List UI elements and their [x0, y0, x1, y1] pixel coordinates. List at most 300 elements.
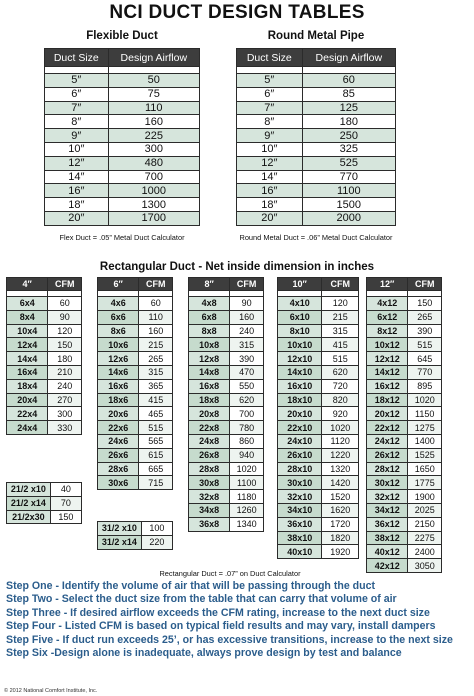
cfm-value: 820 [322, 393, 359, 407]
duct-size: 8x10 [278, 324, 322, 338]
duct-size: 12x8 [189, 352, 230, 366]
cfm-value: 770 [408, 365, 442, 379]
duct-size: 5″ [237, 74, 303, 88]
table-row [237, 74, 396, 88]
duct-size: 21/2 x10 [7, 483, 51, 497]
step-two: Step Two - Select the duct size from the table that can carry that volume of air [6, 593, 397, 606]
cfm-value: 90 [48, 310, 82, 324]
table-row [98, 365, 173, 379]
duct-size: 18″ [45, 198, 109, 212]
design-airflow: 125 [302, 101, 395, 115]
table-row [7, 352, 82, 366]
rect-table-4 [366, 277, 442, 573]
table-row [189, 476, 264, 490]
round-pipe-table [236, 48, 396, 226]
cfm-value: 240 [230, 324, 264, 338]
rect-header-row [7, 278, 82, 291]
cfm-value: 3050 [408, 559, 442, 573]
table-row [367, 434, 442, 448]
cfm-value: 665 [139, 462, 173, 476]
page-title: NCI DUCT DESIGN TABLES [109, 2, 365, 23]
cfm-value: 1525 [408, 448, 442, 462]
round-note: Round Metal Duct = .06” Metal Duct Calculator [239, 233, 393, 242]
table-row [189, 338, 264, 352]
table-row [45, 129, 200, 143]
duct-size: 14x4 [7, 352, 48, 366]
cfm-value: 300 [48, 407, 82, 421]
round-header-size: Duct Size [237, 49, 303, 67]
cfm-value: 70 [50, 496, 81, 510]
cfm-value: 615 [139, 448, 173, 462]
table-row [278, 393, 359, 407]
duct-size: 6x10 [278, 310, 322, 324]
duct-size: 24x12 [367, 434, 408, 448]
table-row [278, 310, 359, 324]
duct-size: 6″ [45, 87, 109, 101]
round-spacer [237, 67, 303, 74]
cfm-value: 390 [408, 324, 442, 338]
cfm-value: 470 [230, 365, 264, 379]
duct-size: 12x10 [278, 352, 322, 366]
cfm-value: 1020 [230, 462, 264, 476]
table-row [7, 393, 82, 407]
cfm-value: 160 [139, 324, 173, 338]
table-row [189, 324, 264, 338]
rect-table-0 [6, 277, 82, 435]
duct-size: 36x12 [367, 517, 408, 531]
design-airflow: 770 [302, 170, 395, 184]
table-row [7, 510, 82, 524]
rect-header-row [189, 278, 264, 291]
design-airflow: 85 [302, 87, 395, 101]
table-row [367, 517, 442, 531]
table-row [237, 129, 396, 143]
table-row [45, 184, 200, 198]
table-row [367, 407, 442, 421]
cfm-value: 2275 [408, 531, 442, 545]
cfm-value: 160 [230, 310, 264, 324]
cfm-value: 150 [408, 297, 442, 311]
cfm-value: 365 [139, 379, 173, 393]
duct-size: 6x12 [367, 310, 408, 324]
cfm-value: 1900 [408, 490, 442, 504]
rect-cfm-header: CFM [139, 278, 173, 291]
duct-size: 16x12 [367, 379, 408, 393]
duct-size: 31/2 x14 [98, 535, 142, 549]
duct-size: 14x12 [367, 365, 408, 379]
table-row [98, 338, 173, 352]
cfm-value: 2400 [408, 545, 442, 559]
round-spacer-row [237, 67, 396, 74]
table-row [278, 297, 359, 311]
rect-header-row [367, 278, 442, 291]
cfm-value: 550 [230, 379, 264, 393]
duct-size: 26x12 [367, 448, 408, 462]
design-airflow: 250 [302, 129, 395, 143]
duct-size: 6x4 [7, 297, 48, 311]
duct-size: 31/2 x10 [98, 522, 142, 536]
table-row [189, 434, 264, 448]
step-one: Step One - Identify the volume of air that will be passing through the duct [6, 580, 376, 592]
duct-size: 28x6 [98, 462, 139, 476]
duct-size: 14″ [45, 170, 109, 184]
duct-size: 8x4 [7, 310, 48, 324]
duct-size: 16″ [45, 184, 109, 198]
duct-size: 20x6 [98, 407, 139, 421]
rect-size-header: 8″ [189, 278, 230, 291]
flex-spacer-row [45, 67, 200, 74]
duct-size: 20x4 [7, 393, 48, 407]
duct-size: 21/2 x14 [7, 496, 51, 510]
duct-size: 28x10 [278, 462, 322, 476]
duct-size: 20″ [237, 211, 303, 225]
table-row [7, 324, 82, 338]
table-row [367, 310, 442, 324]
design-airflow: 225 [108, 129, 199, 143]
table-row [367, 503, 442, 517]
duct-size: 18″ [237, 198, 303, 212]
duct-size: 12″ [45, 156, 109, 170]
duct-size: 26x10 [278, 448, 322, 462]
table-row [7, 310, 82, 324]
duct-size: 32x10 [278, 490, 322, 504]
cfm-value: 565 [139, 434, 173, 448]
duct-size: 30x8 [189, 476, 230, 490]
table-row [189, 365, 264, 379]
cfm-value: 415 [139, 393, 173, 407]
table-row [367, 462, 442, 476]
table-row [278, 448, 359, 462]
cfm-value: 620 [322, 365, 359, 379]
rect-extra-table-1 [97, 521, 173, 550]
duct-size: 10x12 [367, 338, 408, 352]
table-row [98, 352, 173, 366]
table-row [367, 338, 442, 352]
table-row [367, 531, 442, 545]
duct-size: 18x8 [189, 393, 230, 407]
duct-size: 6″ [237, 87, 303, 101]
table-row [98, 448, 173, 462]
cfm-value: 515 [322, 352, 359, 366]
duct-size: 8x8 [189, 324, 230, 338]
table-row [237, 198, 396, 212]
table-row [278, 476, 359, 490]
cfm-value: 390 [230, 352, 264, 366]
design-airflow: 2000 [302, 211, 395, 225]
flex-header-size: Duct Size [45, 49, 109, 67]
duct-size: 34x8 [189, 503, 230, 517]
cfm-value: 315 [322, 324, 359, 338]
rect-size-header: 10″ [278, 278, 322, 291]
duct-size: 24x8 [189, 434, 230, 448]
table-row [367, 559, 442, 573]
table-row [7, 297, 82, 311]
table-row [278, 407, 359, 421]
cfm-value: 265 [139, 352, 173, 366]
cfm-value: 1260 [230, 503, 264, 517]
table-row [278, 379, 359, 393]
table-row [278, 517, 359, 531]
cfm-value: 1150 [408, 407, 442, 421]
duct-size: 18x12 [367, 393, 408, 407]
table-row [237, 211, 396, 225]
duct-size: 10″ [45, 142, 109, 156]
table-row [367, 352, 442, 366]
table-row [98, 379, 173, 393]
cfm-value: 2150 [408, 517, 442, 531]
duct-size: 9″ [237, 129, 303, 143]
duct-size: 26x6 [98, 448, 139, 462]
rect-size-header: 12″ [367, 278, 408, 291]
duct-size: 30x6 [98, 476, 139, 490]
duct-size: 22x4 [7, 407, 48, 421]
design-airflow: 700 [108, 170, 199, 184]
table-row [189, 379, 264, 393]
rect-header-row [278, 278, 359, 291]
duct-size: 40x10 [278, 545, 322, 559]
table-row [189, 310, 264, 324]
table-row [98, 462, 173, 476]
cfm-value: 315 [230, 338, 264, 352]
cfm-value: 1650 [408, 462, 442, 476]
duct-size: 18x10 [278, 393, 322, 407]
table-row [367, 324, 442, 338]
rect-cfm-header: CFM [230, 278, 264, 291]
duct-size: 22x6 [98, 421, 139, 435]
duct-size: 8″ [237, 115, 303, 129]
design-airflow: 1700 [108, 211, 199, 225]
design-airflow: 325 [302, 142, 395, 156]
cfm-value: 700 [230, 407, 264, 421]
cfm-value: 715 [139, 476, 173, 490]
cfm-value: 860 [230, 434, 264, 448]
table-row [189, 421, 264, 435]
cfm-value: 1400 [408, 434, 442, 448]
duct-size: 12x12 [367, 352, 408, 366]
cfm-value: 90 [230, 297, 264, 311]
table-row [278, 545, 359, 559]
design-airflow: 1100 [302, 184, 395, 198]
duct-size: 14x6 [98, 365, 139, 379]
duct-size: 8″ [45, 115, 109, 129]
table-row [237, 170, 396, 184]
cfm-value: 1100 [230, 476, 264, 490]
duct-size: 4x6 [98, 297, 139, 311]
cfm-value: 920 [322, 407, 359, 421]
design-steps [6, 580, 474, 660]
rect-table-2 [188, 277, 264, 532]
design-airflow: 180 [302, 115, 395, 129]
duct-size: 6x6 [98, 310, 139, 324]
table-row [189, 297, 264, 311]
table-row [367, 365, 442, 379]
flex-note: Flex Duct = .05” Metal Duct Calculator [59, 233, 185, 242]
table-row [278, 462, 359, 476]
design-airflow: 160 [108, 115, 199, 129]
flex-caption: Flexible Duct [86, 30, 158, 42]
table-row [98, 476, 173, 490]
table-row [278, 531, 359, 545]
table-row [7, 483, 82, 497]
duct-size: 22x8 [189, 421, 230, 435]
duct-size: 16x4 [7, 365, 48, 379]
cfm-value: 120 [322, 297, 359, 311]
rect-cfm-header: CFM [408, 278, 442, 291]
rect-title: Rectangular Duct - Net inside dimension in inches [99, 261, 375, 273]
table-row [45, 115, 200, 129]
duct-size: 38x10 [278, 531, 322, 545]
table-row [45, 74, 200, 88]
table-row [278, 324, 359, 338]
cfm-value: 1520 [322, 490, 359, 504]
cfm-value: 940 [230, 448, 264, 462]
table-row [367, 545, 442, 559]
duct-size: 32x12 [367, 490, 408, 504]
table-row [7, 365, 82, 379]
table-row [237, 156, 396, 170]
duct-size: 4x12 [367, 297, 408, 311]
cfm-value: 240 [48, 379, 82, 393]
cfm-value: 720 [322, 379, 359, 393]
cfm-value: 1720 [322, 517, 359, 531]
table-row [237, 115, 396, 129]
cfm-value: 515 [139, 421, 173, 435]
table-row [278, 490, 359, 504]
step-five: Step Five - If duct run exceeds 25’, or has excessive transitions, increase to the next size [6, 633, 453, 646]
duct-size: 6x8 [189, 310, 230, 324]
table-row [45, 87, 200, 101]
cfm-value: 215 [139, 338, 173, 352]
table-row [367, 476, 442, 490]
rect-table-3 [277, 277, 359, 559]
table-row [98, 324, 173, 338]
duct-size: 38x12 [367, 531, 408, 545]
cfm-value: 1820 [322, 531, 359, 545]
design-airflow: 1300 [108, 198, 199, 212]
cfm-value: 1020 [322, 421, 359, 435]
cfm-value: 2025 [408, 503, 442, 517]
table-row [98, 434, 173, 448]
flex-spacer [108, 67, 199, 74]
cfm-value: 515 [408, 338, 442, 352]
cfm-value: 1340 [230, 517, 264, 531]
table-row [98, 421, 173, 435]
flex-header-airflow: Design Airflow [108, 49, 199, 67]
duct-size: 14x8 [189, 365, 230, 379]
rect-extra-table-0 [6, 482, 82, 524]
table-row [45, 198, 200, 212]
step-three: Step Three - If desired airflow exceeds the CFM rating, increase to the next duct size [6, 606, 430, 619]
duct-size: 36x10 [278, 517, 322, 531]
cfm-value: 100 [141, 522, 172, 536]
table-row [45, 156, 200, 170]
table-row [7, 496, 82, 510]
table-row [367, 297, 442, 311]
cfm-value: 215 [322, 310, 359, 324]
cfm-value: 60 [48, 297, 82, 311]
table-row [98, 297, 173, 311]
table-row [237, 87, 396, 101]
cfm-value: 1420 [322, 476, 359, 490]
cfm-value: 265 [408, 310, 442, 324]
round-header-airflow: Design Airflow [302, 49, 395, 67]
table-row [189, 448, 264, 462]
cfm-value: 1920 [322, 545, 359, 559]
cfm-value: 465 [139, 407, 173, 421]
duct-size: 24x6 [98, 434, 139, 448]
cfm-value: 120 [48, 324, 82, 338]
rect-size-header: 6″ [98, 278, 139, 291]
cfm-value: 210 [48, 365, 82, 379]
cfm-value: 150 [50, 510, 81, 524]
table-row [278, 434, 359, 448]
table-row [189, 503, 264, 517]
table-row [98, 407, 173, 421]
design-airflow: 300 [108, 142, 199, 156]
duct-size: 21/2x30 [7, 510, 51, 524]
rect-table-1 [97, 277, 173, 490]
table-row [278, 421, 359, 435]
table-row [189, 462, 264, 476]
duct-size: 4x8 [189, 297, 230, 311]
duct-size: 24x4 [7, 421, 48, 435]
design-airflow: 525 [302, 156, 395, 170]
table-row [98, 522, 173, 536]
duct-size: 28x12 [367, 462, 408, 476]
duct-size: 22x10 [278, 421, 322, 435]
flex-spacer [45, 67, 109, 74]
duct-size: 16x8 [189, 379, 230, 393]
duct-size: 7″ [45, 101, 109, 115]
table-row [7, 421, 82, 435]
cfm-value: 150 [48, 338, 82, 352]
round-caption: Round Metal Pipe [267, 30, 365, 42]
duct-size: 8x6 [98, 324, 139, 338]
duct-size: 30x10 [278, 476, 322, 490]
table-row [98, 535, 173, 549]
cfm-value: 315 [139, 365, 173, 379]
rect-header-row [98, 278, 173, 291]
duct-size: 20x12 [367, 407, 408, 421]
duct-size: 20x8 [189, 407, 230, 421]
table-row [189, 517, 264, 531]
rect-cfm-header: CFM [48, 278, 82, 291]
table-row [189, 393, 264, 407]
duct-size: 28x8 [189, 462, 230, 476]
table-row [278, 365, 359, 379]
duct-size: 16″ [237, 184, 303, 198]
table-row [7, 338, 82, 352]
cfm-value: 180 [48, 352, 82, 366]
duct-size: 8x12 [367, 324, 408, 338]
duct-size: 10x4 [7, 324, 48, 338]
cfm-value: 895 [408, 379, 442, 393]
cfm-value: 620 [230, 393, 264, 407]
step-four: Step Four - Listed CFM is based on typical field results and may vary, install dampers [6, 620, 436, 633]
cfm-value: 1320 [322, 462, 359, 476]
duct-size: 10x8 [189, 338, 230, 352]
cfm-value: 60 [139, 297, 173, 311]
duct-size: 18x6 [98, 393, 139, 407]
duct-size: 10x6 [98, 338, 139, 352]
design-airflow: 60 [302, 74, 395, 88]
cfm-value: 1275 [408, 421, 442, 435]
design-airflow: 50 [108, 74, 199, 88]
table-row [45, 211, 200, 225]
table-row [367, 421, 442, 435]
duct-size: 5″ [45, 74, 109, 88]
duct-size: 4x10 [278, 297, 322, 311]
